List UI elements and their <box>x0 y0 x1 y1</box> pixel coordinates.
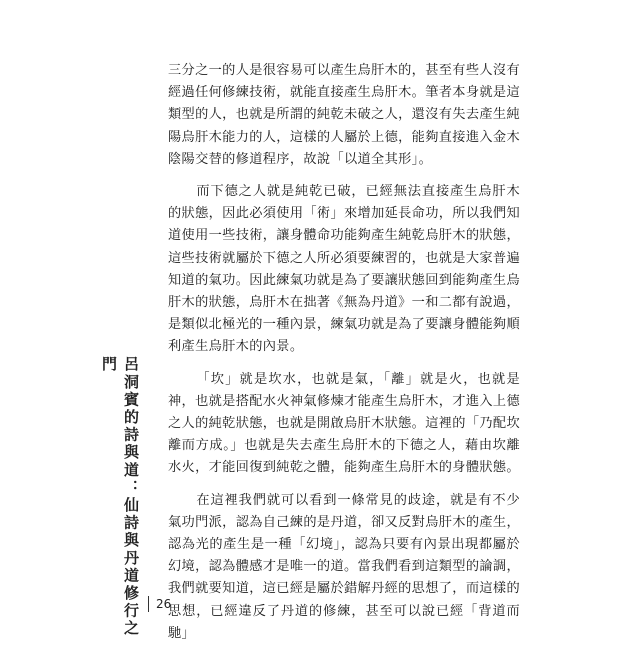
folio-divider <box>148 596 149 612</box>
paragraph-3: 「坎」就是坎水，也就是氣，「離」就是火，也就是神，也就是搭配水火神氣修煉才能產生烏肝木，才進入上德之人的純乾狀態，也就是開啟烏肝木狀態。這裡的「乃配坎離而方成。」也就是失去產生烏肝木的下德之人，藉由坎離水火，才能回復到純乾之體，能夠產生烏肝木的身體狀態。 <box>168 371 520 476</box>
paragraph-1: 三分之一的人是很容易可以產生烏肝木的，甚至有些人沒有經過任何修練技術，就能直接產生烏肝木。筆者本身就是這類型的人，也就是所謂的純乾未破之人，還沒有失去產生純陽烏肝木能力的人，這樣的人屬於上德，能夠直接進入金木陰陽交替的修道程序，故說「以道全其形」。 <box>168 63 520 167</box>
running-title: 呂洞賓的詩與道：仙詩與丹道修行之門 <box>100 356 140 638</box>
body-text <box>168 60 520 645</box>
page-number: 26 <box>156 597 172 611</box>
paragraph-2: 而下德之人就是純乾已破，已經無法直接產生烏肝木的狀態，因此必須使用「術」來增加延長命功，所以我們知道使用一些技術，讓身體命功能夠產生純乾烏肝木的狀態，這些技術就屬於下德之人所必須要練習的，也就是大家普遍知道的氣功。因此練氣功就是為了要讓狀態回到能夠產生烏肝木的狀態，烏肝木在拙著《無為丹道》一和二都有說過，是類似北極光的一種內景，練氣功就是為了要讓身體能夠順利產生烏肝木的內景。 <box>168 184 520 355</box>
paragraph-4: 在這裡我們就可以看到一條常見的歧途，就是有不少氣功門派，認為自己練的是丹道，卻又反對烏肝木的產生，認為光的產生是一種「幻境」，認為只要有內景出現都屬於幻境，認為體感才是唯一的道。當我們看到這類型的論調，我們就要知道，這已經是屬於錯解丹經的思想了，而這樣的思想，已經違反了丹道的修練，甚至可以說已經「背道而馳」 <box>168 492 520 641</box>
